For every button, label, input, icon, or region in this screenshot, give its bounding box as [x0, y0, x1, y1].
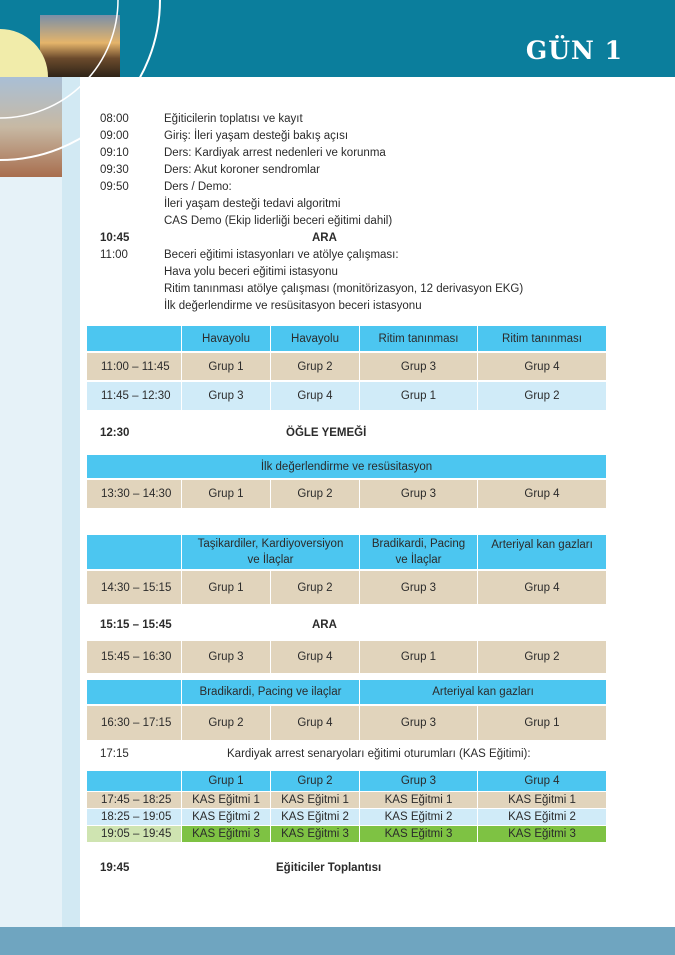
table-cell: Grup 1	[182, 571, 270, 604]
table-header: Grup 2	[271, 771, 359, 791]
table-cell: Grup 4	[271, 382, 359, 410]
table-cell: Grup 1	[478, 706, 606, 740]
table-cell: Grup 3	[360, 571, 477, 604]
schedule-time: 09:30	[100, 164, 129, 176]
page-title: GÜN 1	[525, 36, 623, 65]
schedule-text: Giriş: İleri yaşam desteği bakış açısı	[164, 130, 349, 142]
table-time: 16:30 – 17:15	[87, 706, 181, 740]
table-header: Grup 1	[182, 771, 270, 791]
table-header-empty	[87, 535, 181, 569]
table-header: Arteriyal kan gazları	[360, 680, 606, 704]
table-cell: KAS Eğitmi 3	[182, 826, 270, 842]
break-label: ARA	[312, 232, 337, 244]
meeting-time: 19:45	[100, 862, 130, 874]
table-cell: Grup 3	[182, 382, 270, 410]
schedule-text: Hava yolu beceri eğitimi istasyonu	[164, 266, 338, 278]
table-cell: KAS Eğitmi 3	[478, 826, 606, 842]
table-cell: Grup 2	[271, 571, 359, 604]
table-cell: KAS Eğitmi 1	[478, 792, 606, 808]
table-cell: Grup 2	[182, 706, 270, 740]
table-cell: Grup 4	[271, 641, 359, 673]
table-header: Havayolu	[271, 326, 359, 351]
table-cell: Grup 4	[478, 353, 606, 380]
table-cell: Grup 3	[182, 641, 270, 673]
schedule-text: CAS Demo (Ekip liderliği beceri eğitimi dahil)	[164, 215, 393, 227]
break-time: 15:15 – 15:45	[100, 619, 172, 631]
table-time: 17:45 – 18:25	[87, 792, 181, 808]
table-cell: KAS Eğitmi 2	[182, 809, 270, 825]
table-cell: Grup 3	[360, 706, 477, 740]
table-cell: Grup 3	[360, 480, 477, 508]
table-cell: Grup 1	[360, 382, 477, 410]
table-header	[360, 535, 477, 569]
header-line: Taşikardiler, Kardiyoversiyon	[197, 538, 344, 550]
schedule-time: 09:00	[100, 130, 129, 142]
schedule-time: 09:50	[100, 181, 129, 193]
table-cell: Grup 2	[478, 382, 606, 410]
table-cell: Grup 2	[271, 480, 359, 508]
schedule-text: Ders: Akut koroner sendromlar	[164, 164, 320, 176]
side-strip-inner	[62, 77, 80, 927]
table-cell: Grup 1	[360, 641, 477, 673]
table-cell: Grup 3	[360, 353, 477, 380]
footer-bar	[0, 927, 675, 955]
table-cell: KAS Eğitmi 1	[182, 792, 270, 808]
table-cell: KAS Eğitmi 3	[271, 826, 359, 842]
table-header-empty	[87, 680, 181, 704]
table-time: 19:05 – 19:45	[87, 826, 181, 842]
table-header: Arteriyal kan gazları	[478, 535, 606, 569]
table-cell: KAS Eğitmi 3	[360, 826, 477, 842]
schedule-time: 09:10	[100, 147, 129, 159]
table-cell: Grup 1	[182, 480, 270, 508]
kas-time: 17:15	[100, 748, 129, 760]
table-cell: KAS Eğitmi 2	[478, 809, 606, 825]
kas-intro-text: Kardiyak arrest senaryoları eğitimi oturumları (KAS Eğitimi):	[227, 748, 531, 760]
table-time: 14:30 – 15:15	[87, 571, 181, 604]
table-time: 15:45 – 16:30	[87, 641, 181, 673]
table-cell: KAS Eğitmi 2	[271, 809, 359, 825]
schedule-time: 10:45	[100, 232, 130, 244]
break-label: ARA	[312, 619, 337, 631]
table-time: 11:00 – 11:45	[87, 353, 181, 380]
table-cell: Grup 2	[271, 353, 359, 380]
table-cell: Grup 4	[478, 480, 606, 508]
schedule-text: Ders / Demo:	[164, 181, 232, 193]
decorative-photo-collage	[0, 0, 170, 200]
table-header: Havayolu	[182, 326, 270, 351]
schedule-text: Eğiticilerin toplatısı ve kayıt	[164, 113, 303, 125]
table-header: Grup 4	[478, 771, 606, 791]
table-time: 13:30 – 14:30	[87, 480, 181, 508]
table-header: İlk değerlendirme ve resüsitasyon	[87, 455, 606, 478]
table-header-empty	[87, 771, 181, 791]
table-cell: Grup 2	[478, 641, 606, 673]
lunch-label: ÖĞLE YEMEĞİ	[286, 427, 367, 439]
table-header	[182, 535, 359, 569]
table-header-empty	[87, 326, 181, 351]
table-header: Grup 3	[360, 771, 477, 791]
table-header: Ritim tanınması	[360, 326, 477, 351]
schedule-text: İleri yaşam desteği tedavi algoritmi	[164, 198, 341, 210]
table-cell: KAS Eğitmi 1	[271, 792, 359, 808]
table-time: 11:45 – 12:30	[87, 382, 181, 410]
table-cell: KAS Eğitmi 2	[360, 809, 477, 825]
schedule-text: İlk değerlendirme ve resüsitasyon beceri istasyonu	[164, 300, 422, 312]
schedule-text: Beceri eğitimi istasyonları ve atölye çalışması:	[164, 249, 399, 261]
schedule-text: Ritim tanınması atölye çalışması (monitörizasyon, 12 derivasyon EKG)	[164, 283, 524, 295]
meeting-label: Eğiticiler Toplantısı	[276, 862, 382, 874]
table-cell: Grup 1	[182, 353, 270, 380]
photo-city	[0, 77, 62, 177]
table-cell: Grup 4	[271, 706, 359, 740]
header-line: Bradikardi, Pacing	[371, 538, 466, 550]
table-cell: KAS Eğitmi 1	[360, 792, 477, 808]
table-header: Ritim tanınması	[478, 326, 606, 351]
schedule-time: 08:00	[100, 113, 129, 125]
lunch-time: 12:30	[100, 427, 130, 439]
header-line: ve İlaçlar	[247, 554, 294, 566]
schedule-text: Ders: Kardiyak arrest nedenleri ve korunma	[164, 147, 386, 159]
schedule-time: 11:00	[100, 249, 128, 261]
header-line: ve İlaçlar	[395, 554, 442, 566]
table-cell: Grup 4	[478, 571, 606, 604]
table-time: 18:25 – 19:05	[87, 809, 181, 825]
table-header: Bradikardi, Pacing ve ilaçlar	[182, 680, 359, 704]
